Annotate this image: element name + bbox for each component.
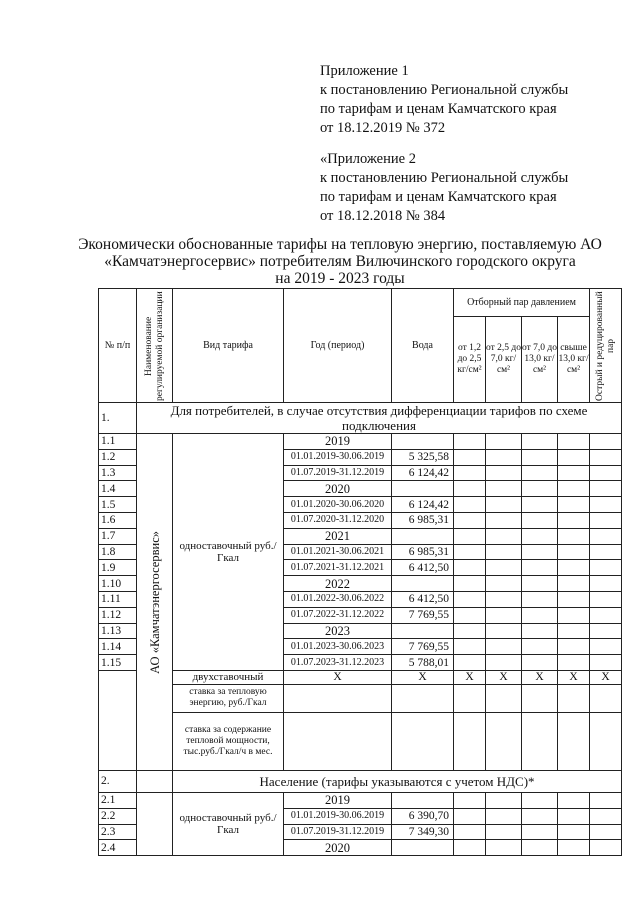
- row-num: 2.4: [99, 840, 137, 856]
- empty-cell: [486, 497, 522, 513]
- header-pressure-2: от 2,5 до 7,0 кг/см²: [486, 317, 522, 403]
- empty-cell: [522, 792, 558, 808]
- empty-cell: [522, 639, 558, 655]
- header-tariff-type: Вид тарифа: [173, 289, 284, 403]
- period-cell: 01.01.2019-30.06.2019: [284, 449, 392, 465]
- empty-cell: [284, 684, 392, 712]
- empty-cell: [392, 712, 454, 770]
- x-mark: X: [392, 670, 454, 684]
- empty-cell: [590, 449, 622, 465]
- appendix-line: Приложение 1: [320, 63, 409, 79]
- empty-cell: [522, 465, 558, 481]
- empty-cell: [486, 712, 522, 770]
- appendix-line: к постановлению Региональной службы: [320, 170, 569, 186]
- water-value: 6 985,31: [392, 512, 454, 528]
- water-value: 6 124,42: [392, 497, 454, 513]
- empty-cell: [558, 808, 590, 824]
- empty-cell: [486, 481, 522, 497]
- empty-cell: [522, 544, 558, 560]
- water-value: 6 412,50: [392, 560, 454, 576]
- empty-cell: [454, 528, 486, 544]
- empty-cell: [522, 808, 558, 824]
- x-mark: X: [454, 670, 486, 684]
- water-value: 6 412,50: [392, 591, 454, 607]
- header-steam-group: Отборный пар давлением: [454, 289, 590, 317]
- water-value: 6 985,31: [392, 544, 454, 560]
- row-num: 1.5: [99, 497, 137, 513]
- empty-cell: [558, 544, 590, 560]
- appendix-line: от 18.12.2018 № 384: [320, 208, 446, 224]
- empty-cell: [558, 449, 590, 465]
- year-cell: 2022: [284, 576, 392, 592]
- empty-cell: [454, 481, 486, 497]
- empty-cell: [486, 449, 522, 465]
- water-value: [392, 792, 454, 808]
- empty-cell: [590, 560, 622, 576]
- empty-cell: [454, 712, 486, 770]
- empty-cell: [454, 576, 486, 592]
- empty-cell: [486, 824, 522, 840]
- empty-cell: [558, 639, 590, 655]
- title-line: «Камчатэнергосервис» потребителям Вилючинского городского округа: [104, 253, 576, 270]
- empty-cell: [558, 434, 590, 450]
- empty-cell: [590, 544, 622, 560]
- row-num: 1.11: [99, 591, 137, 607]
- period-cell: 01.07.2022-31.12.2022: [284, 607, 392, 623]
- period-cell: 01.01.2019-30.06.2019: [284, 808, 392, 824]
- x-mark: X: [486, 670, 522, 684]
- empty-cell: [522, 623, 558, 639]
- empty-cell: [590, 792, 622, 808]
- water-value: [392, 576, 454, 592]
- empty-cell: [522, 824, 558, 840]
- empty-cell: [454, 655, 486, 671]
- table-row: [99, 434, 622, 450]
- empty-cell: [558, 465, 590, 481]
- title-line: Экономически обоснованные тарифы на тепловую энергию, поставляемую АО: [78, 236, 602, 253]
- header-year: Год (период): [284, 289, 392, 403]
- header-water: Вода: [392, 289, 454, 403]
- empty-cell: [486, 465, 522, 481]
- row-num: 1.15: [99, 655, 137, 671]
- row-num: 1.8: [99, 544, 137, 560]
- empty-cell: [558, 623, 590, 639]
- x-mark: X: [284, 670, 392, 684]
- empty-cell: [454, 623, 486, 639]
- empty-cell: [558, 591, 590, 607]
- empty-cell: [590, 576, 622, 592]
- empty-cell: [392, 684, 454, 712]
- period-cell: 01.07.2019-31.12.2019: [284, 465, 392, 481]
- table-row: [99, 770, 622, 792]
- empty-cell: [558, 607, 590, 623]
- empty-cell: [486, 544, 522, 560]
- empty-cell: [486, 808, 522, 824]
- water-value: 5 325,58: [392, 449, 454, 465]
- appendix-line: к постановлению Региональной службы: [320, 82, 569, 98]
- period-cell: 01.07.2020-31.12.2020: [284, 512, 392, 528]
- empty-cell: [558, 824, 590, 840]
- empty-cell: [522, 607, 558, 623]
- water-value: [392, 528, 454, 544]
- empty-cell: [454, 792, 486, 808]
- table-row: [99, 684, 622, 712]
- header-pressure-3: от 7,0 до 13,0 кг/см²: [522, 317, 558, 403]
- row-num: 2.2: [99, 808, 137, 824]
- tariff-table: [98, 288, 622, 856]
- empty-cell: [522, 576, 558, 592]
- empty-cell: [486, 512, 522, 528]
- row-num: 1.7: [99, 528, 137, 544]
- empty-cell: [454, 840, 486, 856]
- empty-cell: [590, 684, 622, 712]
- empty-cell: [590, 639, 622, 655]
- empty-cell: [522, 434, 558, 450]
- empty-cell: [454, 684, 486, 712]
- header-pressure-4: свыше 13,0 кг/см²: [558, 317, 590, 403]
- water-value: 7 349,30: [392, 824, 454, 840]
- empty-cell: [590, 512, 622, 528]
- empty-cell: [454, 808, 486, 824]
- empty-cell: [558, 512, 590, 528]
- empty-cell: [486, 576, 522, 592]
- appendix-line: по тарифам и ценам Камчатского края: [320, 189, 557, 205]
- row-num: 1.2: [99, 449, 137, 465]
- rate-heat-label: ставка за тепловую энергию, руб./Гкал: [173, 684, 284, 712]
- empty-cell: [590, 434, 622, 450]
- empty-cell: [454, 639, 486, 655]
- empty-cell: [454, 544, 486, 560]
- year-cell: 2023: [284, 623, 392, 639]
- x-mark: X: [522, 670, 558, 684]
- year-cell: 2020: [284, 481, 392, 497]
- header-sharp-steam: [590, 289, 622, 403]
- empty-cell: [284, 712, 392, 770]
- table-row: [99, 792, 622, 808]
- period-cell: 01.07.2023-31.12.2023: [284, 655, 392, 671]
- empty-cell: [522, 560, 558, 576]
- empty-cell: [590, 607, 622, 623]
- empty-cell: [558, 560, 590, 576]
- row-num: 1.13: [99, 623, 137, 639]
- empty-cell: [590, 824, 622, 840]
- row-num: 1.14: [99, 639, 137, 655]
- two-part-label: двухставочный: [173, 670, 284, 684]
- period-cell: 01.07.2019-31.12.2019: [284, 824, 392, 840]
- empty-cell: [522, 512, 558, 528]
- empty-cell: [522, 528, 558, 544]
- empty-cell: [486, 591, 522, 607]
- empty-cell: [590, 808, 622, 824]
- appendix-2-header: [320, 150, 568, 226]
- empty-cell: [522, 497, 558, 513]
- appendix-1-header: [320, 62, 568, 138]
- empty-cell: [558, 792, 590, 808]
- year-cell: 2020: [284, 840, 392, 856]
- year-cell: 2019: [284, 434, 392, 450]
- title-line: на 2019 - 2023 годы: [275, 270, 405, 287]
- empty-cell: [558, 655, 590, 671]
- x-mark: X: [558, 670, 590, 684]
- empty-cell: [558, 840, 590, 856]
- period-cell: 01.01.2020-30.06.2020: [284, 497, 392, 513]
- empty-cell: [454, 591, 486, 607]
- empty-cell: [590, 528, 622, 544]
- row-num: 1.9: [99, 560, 137, 576]
- section-1-num: 1.: [99, 403, 137, 434]
- water-value: [392, 434, 454, 450]
- period-cell: 01.01.2021-30.06.2021: [284, 544, 392, 560]
- water-value: 6 124,42: [392, 465, 454, 481]
- empty-cell: [522, 840, 558, 856]
- empty-cell: [486, 623, 522, 639]
- empty-cell: [522, 684, 558, 712]
- appendix-line: от 18.12.2019 № 372: [320, 120, 446, 136]
- one-part-label: одноставочный руб./Гкал: [173, 434, 284, 671]
- header-org-name-text: Наименование регулируемой организации: [143, 290, 165, 401]
- org-name: АО «Камчатэнергосервис»: [147, 530, 162, 674]
- empty-cell: [558, 528, 590, 544]
- empty-cell: [522, 655, 558, 671]
- empty-cell: [486, 792, 522, 808]
- empty-cell: [590, 712, 622, 770]
- empty-cell: [522, 591, 558, 607]
- empty-cell: [486, 607, 522, 623]
- empty-cell: [590, 481, 622, 497]
- empty-cell: [590, 840, 622, 856]
- empty-cell: [558, 497, 590, 513]
- empty-cell: [454, 824, 486, 840]
- empty-cell: [454, 434, 486, 450]
- row-num: 2.3: [99, 824, 137, 840]
- org-name-cell: [137, 434, 173, 771]
- water-value: 7 769,55: [392, 607, 454, 623]
- header-num: № п/п: [99, 289, 137, 403]
- empty-cell: [522, 449, 558, 465]
- empty-cell: [454, 449, 486, 465]
- water-value: [392, 481, 454, 497]
- table-row: [99, 712, 622, 770]
- row-num: 1.3: [99, 465, 137, 481]
- empty-cell: [454, 465, 486, 481]
- water-value: 5 788,01: [392, 655, 454, 671]
- section-2-num: 2.: [99, 770, 137, 792]
- empty-cell: [590, 655, 622, 671]
- x-mark: X: [590, 670, 622, 684]
- empty-cell: [486, 655, 522, 671]
- empty-cell: [486, 434, 522, 450]
- water-value: 7 769,55: [392, 639, 454, 655]
- document-title: [70, 236, 610, 287]
- empty-cell: [486, 840, 522, 856]
- empty-cell: [590, 465, 622, 481]
- appendix-line: «Приложение 2: [320, 151, 416, 167]
- empty-cell: [454, 560, 486, 576]
- header-org-name: [137, 289, 173, 403]
- empty-cell: [486, 560, 522, 576]
- water-value: [392, 623, 454, 639]
- header-pressure-1: от 1,2 до 2,5 кг/см²: [454, 317, 486, 403]
- empty-cell: [454, 607, 486, 623]
- empty-cell: [486, 684, 522, 712]
- empty-cell: [558, 576, 590, 592]
- period-cell: 01.01.2023-30.06.2023: [284, 639, 392, 655]
- empty-cell: [522, 712, 558, 770]
- empty-cell: [522, 481, 558, 497]
- empty-cell: [558, 481, 590, 497]
- empty-cell: [590, 591, 622, 607]
- empty-cell: [454, 497, 486, 513]
- appendix-line: по тарифам и ценам Камчатского края: [320, 101, 557, 117]
- rate-capacity-label: ставка за содержание тепловой мощности, тыс.руб./Гкал/ч в мес.: [173, 712, 284, 770]
- header-sharp-steam-text: Острый и редуцированный пар: [594, 290, 616, 401]
- water-value: 6 390,70: [392, 808, 454, 824]
- water-value: [392, 840, 454, 856]
- table-row: [99, 670, 622, 684]
- period-cell: 01.07.2021-31.12.2021: [284, 560, 392, 576]
- row-num: 1.1: [99, 434, 137, 450]
- empty-cell: [454, 512, 486, 528]
- year-cell: 2021: [284, 528, 392, 544]
- one-part-label: одноставочный руб./Гкал: [173, 792, 284, 855]
- period-cell: 01.01.2022-30.06.2022: [284, 591, 392, 607]
- row-num: 1.12: [99, 607, 137, 623]
- row-num: 1.10: [99, 576, 137, 592]
- row-num: 2.1: [99, 792, 137, 808]
- row-num: 1.4: [99, 481, 137, 497]
- empty-cell: [558, 684, 590, 712]
- empty-cell: [558, 712, 590, 770]
- row-num: 1.6: [99, 512, 137, 528]
- empty-cell: [590, 497, 622, 513]
- org-name-cell-2: [137, 792, 173, 855]
- section-2-org: [137, 770, 173, 792]
- row-num: [99, 670, 137, 770]
- year-cell: 2019: [284, 792, 392, 808]
- empty-cell: [590, 623, 622, 639]
- empty-cell: [486, 639, 522, 655]
- section-1-title: Для потребителей, в случае отсутствия дифференциации тарифов по схеме подключения: [137, 403, 622, 434]
- empty-cell: [486, 528, 522, 544]
- section-2-title: Население (тарифы указываются с учетом НДС)*: [173, 770, 622, 792]
